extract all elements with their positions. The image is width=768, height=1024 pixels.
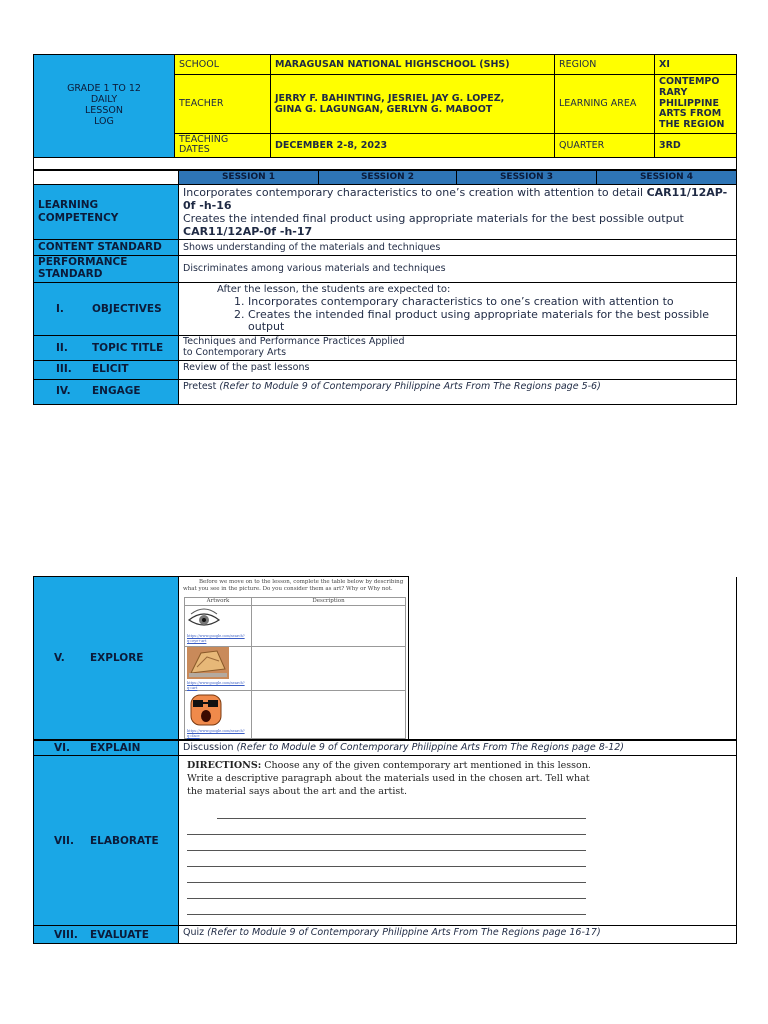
- objectives-list: [183, 296, 732, 334]
- grade-block: [34, 55, 175, 158]
- dates-label-line: TEACHING: [179, 134, 229, 145]
- artwork-caption: https://www.google.com/search?q=eye+art: [187, 634, 245, 643]
- competency-code: CAR11/12AP-0f -h-17: [183, 225, 313, 239]
- session-2-header: SESSION 2: [319, 170, 457, 184]
- lesson-line: LESSON: [85, 104, 123, 116]
- competency-label: [34, 184, 179, 240]
- artwork-eye: [185, 605, 252, 646]
- teacher-line-1: JERRY F. BAHINTING, JESRIEL JAY G. LOPEZ,: [275, 92, 505, 104]
- elicit-title: ELICIT: [92, 363, 129, 376]
- roman-numeral: VII.: [54, 834, 74, 847]
- learning-area-label: LEARNING AREA: [555, 75, 655, 134]
- directions-text: Choose any of the given contemporary art mentioned in this lesson.: [261, 760, 591, 772]
- explain-value: [179, 740, 737, 756]
- cartoon-face-icon: [187, 691, 225, 727]
- roman-numeral: VI.: [54, 741, 71, 754]
- roman-numeral: VIII.: [54, 928, 78, 941]
- artwork-caption: https://www.google.com/search?q=face: [187, 729, 245, 738]
- lesson-table-continued: [33, 576, 737, 740]
- learning-area-line: ARTS FROM: [659, 108, 722, 120]
- explain-title: EXPLAIN: [90, 741, 141, 754]
- grade-line: GRADE 1 TO 12: [67, 83, 141, 95]
- session-4-header: SESSION 4: [597, 170, 737, 184]
- daily-line: DAILY: [90, 94, 118, 106]
- objectives-label: [34, 283, 179, 336]
- engage-title: ENGAGE: [92, 385, 141, 398]
- evaluate-prefix: Quiz: [183, 927, 208, 939]
- spacer-row: [34, 157, 737, 169]
- eye-drawing-icon: [187, 606, 221, 632]
- engage-reference: (Refer to Module 9 of Contemporary Philippine Arts From The Regions page 5-6): [219, 380, 601, 392]
- artwork-caption: https://www.google.com/search?q=art: [187, 681, 245, 690]
- writing-line[interactable]: [187, 883, 586, 899]
- explore-content: [179, 577, 409, 740]
- topic-line: to Contemporary Arts: [183, 346, 287, 358]
- lesson-log-page-2: [33, 576, 736, 944]
- competency-text: Incorporates contemporary characteristics to one’s creation with attention to detail: [183, 185, 647, 199]
- writing-line[interactable]: [187, 867, 586, 883]
- writing-line[interactable]: [187, 819, 586, 835]
- header-table: [33, 54, 737, 170]
- description-cell[interactable]: [252, 646, 406, 690]
- topic-title: TOPIC TITLE: [92, 341, 164, 354]
- roman-numeral: IV.: [56, 385, 71, 398]
- description-column-header: Description: [252, 598, 406, 606]
- roman-numeral: II.: [56, 341, 68, 354]
- content-standard-value: Shows understanding of the materials and techniques: [179, 240, 737, 256]
- performance-label-line: STANDARD: [38, 268, 103, 281]
- school-value: MARAGUSAN NATIONAL HIGHSCHOOL (SHS): [271, 55, 555, 75]
- objectives-title: OBJECTIVES: [92, 302, 162, 315]
- elaborate-directions: [179, 756, 736, 798]
- lesson-table-continued-2: [33, 740, 737, 945]
- explain-prefix: Discussion: [183, 742, 237, 754]
- performance-standard-value: Discriminates among various materials and techniques: [179, 256, 737, 283]
- learning-area-value: [655, 75, 737, 134]
- topic-value: [179, 335, 737, 360]
- elicit-label: [34, 360, 179, 379]
- explain-label: [34, 740, 179, 756]
- lesson-log-page-1: [33, 54, 736, 405]
- explore-intro-line: Before we move on to the lesson, complete the table below by describing: [199, 579, 404, 585]
- teacher-line-2: GINA G. LAGUNGAN, GERLYN G. MABOOT: [275, 104, 493, 115]
- objective-item: 2. Creates the intended final product using appropriate materials for the best possible output: [248, 309, 732, 334]
- competency-value: [179, 184, 737, 240]
- teacher-value: [271, 75, 555, 134]
- explain-reference: (Refer to Module 9 of Contemporary Philippine Arts From The Regions page 8-12): [236, 742, 625, 754]
- session-3-header: SESSION 3: [457, 170, 597, 184]
- elaborate-value: [179, 756, 737, 926]
- learning-area-line: RARY: [659, 87, 688, 99]
- description-cell[interactable]: [252, 605, 406, 646]
- roman-numeral: III.: [56, 363, 72, 376]
- dates-value: DECEMBER 2-8, 2023: [271, 134, 555, 158]
- evaluate-title: EVALUATE: [90, 928, 149, 941]
- craft-photo-icon: [187, 647, 229, 679]
- content-standard-label: CONTENT STANDARD: [34, 240, 179, 256]
- writing-line[interactable]: [187, 835, 586, 851]
- dates-label: [175, 134, 271, 158]
- directions-line: Write a descriptive paragraph about the materials used in the chosen art. Tell what: [187, 773, 590, 785]
- objectives-intro: After the lesson, the students are expected to:: [217, 284, 451, 296]
- explore-label: [34, 577, 179, 740]
- competency-code: 0f -h-16: [183, 198, 232, 212]
- writing-line[interactable]: [187, 899, 586, 915]
- artwork-craft: [185, 646, 252, 690]
- engage-label: [34, 379, 179, 404]
- log-line: LOG: [94, 115, 114, 127]
- session-1-header: SESSION 1: [179, 170, 319, 184]
- directions-line: [187, 760, 736, 773]
- performance-standard-label: [34, 256, 179, 283]
- competency-label-line: COMPETENCY: [38, 212, 119, 225]
- artwork-column-header: Artwork: [185, 598, 252, 606]
- competency-text: Creates the intended final product using appropriate materials for the best possible output: [183, 212, 684, 226]
- evaluate-value: [179, 926, 737, 944]
- writing-line[interactable]: [217, 803, 586, 819]
- artwork-face: [185, 690, 252, 738]
- session-corner: [34, 170, 179, 184]
- elaborate-label: [34, 756, 179, 926]
- directions-heading: DIRECTIONS:: [187, 760, 262, 772]
- objectives-value: [179, 283, 737, 336]
- roman-numeral: I.: [56, 302, 64, 315]
- dates-label-line: DATES: [179, 144, 210, 156]
- explore-intro-line: what you see in the picture. Do you consider them as art? Why or Why not.: [183, 586, 393, 593]
- topic-line: Techniques and Performance Practices Applied: [183, 335, 405, 347]
- roman-numeral: V.: [54, 651, 65, 664]
- description-cell[interactable]: [252, 690, 406, 738]
- explore-blank: [409, 577, 737, 740]
- engage-prefix: Pretest: [183, 380, 220, 392]
- evaluate-reference: (Refer to Module 9 of Contemporary Philippine Arts From The Regions page 16-17): [207, 927, 601, 939]
- school-label: SCHOOL: [175, 55, 271, 75]
- evaluate-label: [34, 926, 179, 944]
- engage-value: [179, 379, 737, 404]
- directions-line: the material says about the art and the artist.: [187, 786, 408, 798]
- competency-code: CAR11/12AP-: [646, 185, 728, 199]
- learning-area-line: THE REGION: [659, 118, 725, 130]
- competency-label-line: LEARNING: [38, 199, 99, 212]
- quarter-value: 3RD: [655, 134, 737, 158]
- region-value: XI: [655, 55, 737, 75]
- explore-artwork-table: [184, 597, 406, 739]
- learning-area-line: CONTEMPO: [659, 76, 720, 88]
- teacher-label: TEACHER: [175, 75, 271, 134]
- explore-instructions: [179, 577, 408, 597]
- elicit-value: Review of the past lessons: [179, 360, 737, 379]
- elaborate-title: ELABORATE: [90, 834, 159, 847]
- topic-label: [34, 335, 179, 360]
- quarter-label: QUARTER: [555, 134, 655, 158]
- competency-1: [183, 186, 732, 199]
- lesson-table: [33, 170, 737, 405]
- writing-lines[interactable]: [187, 803, 586, 915]
- learning-area-line: PHILIPPINE: [659, 97, 719, 109]
- objective-item: 1. Incorporates contemporary characteristics to one’s creation with attention to: [248, 296, 732, 309]
- writing-line[interactable]: [187, 851, 586, 867]
- performance-label-line: PERFORMANCE: [38, 256, 128, 269]
- region-label: REGION: [555, 55, 655, 75]
- explore-title: EXPLORE: [90, 651, 144, 664]
